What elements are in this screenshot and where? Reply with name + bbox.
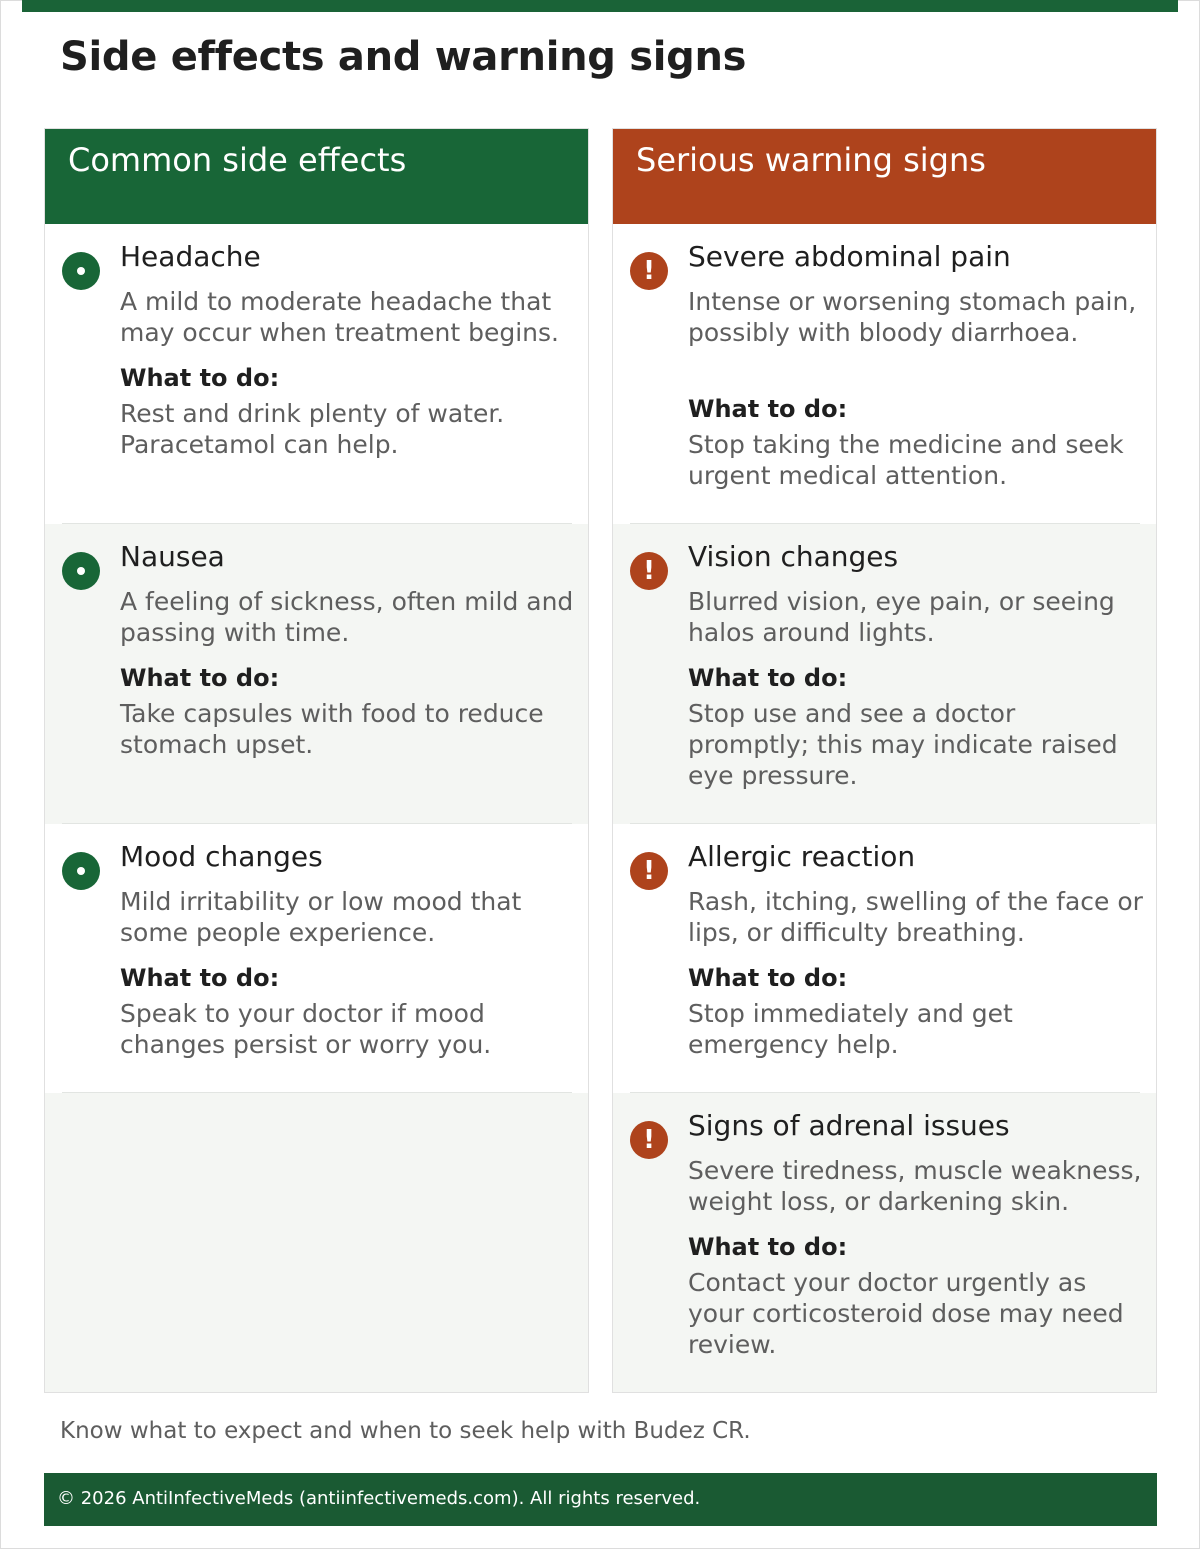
tagline: Know what to expect and when to seek help with Budez CR. (60, 1418, 751, 1444)
exclamation-icon: ! (630, 552, 668, 590)
circle-dot-icon (62, 252, 100, 290)
item-title: Severe abdominal pain (688, 240, 1011, 273)
item-title: Signs of adrenal issues (688, 1109, 1010, 1142)
what-to-do-text: Stop use and see a doctor promptly; this may indicate raised eye pressure. (688, 699, 1118, 790)
what-to-do-label: What to do: (120, 364, 280, 392)
item-title: Headache (120, 240, 261, 273)
what-to-do-label: What to do: (688, 1233, 848, 1261)
top-accent-bar (22, 0, 1178, 12)
item-title: Nausea (120, 540, 225, 573)
serious-warning-signs-panel (612, 128, 1157, 1393)
what-to-do-label: What to do: (688, 395, 848, 423)
what-to-do-label: What to do: (688, 664, 848, 692)
item-title: Vision changes (688, 540, 899, 573)
what-to-do-text: Stop immediately and get emergency help. (688, 999, 1013, 1059)
what-to-do-text: Stop taking the medicine and seek urgent medical attention. (688, 430, 1124, 490)
list-item (613, 1093, 1156, 1392)
list-item (45, 524, 588, 824)
what-to-do-text: Contact your doctor urgently as your corticosteroid dose may need review. (688, 1268, 1124, 1359)
item-description: A mild to moderate headache that may occur when treatment begins. (120, 287, 559, 347)
what-to-do-text: Take capsules with food to reduce stomach upset. (120, 699, 544, 759)
footer-copyright: © 2026 AntiInfectiveMeds (antiinfectivemeds.com). All rights reserved. (44, 1473, 1157, 1526)
list-item (613, 824, 1156, 1092)
exclamation-icon: ! (630, 1121, 668, 1159)
item-description: A feeling of sickness, often mild and passing with time. (120, 587, 574, 647)
empty-filler (45, 1093, 588, 1392)
what-to-do-label: What to do: (120, 664, 280, 692)
common-side-effects-heading: Common side effects (45, 129, 588, 224)
exclamation-icon: ! (630, 252, 668, 290)
page-title: Side effects and warning signs (60, 34, 747, 80)
what-to-do-label: What to do: (120, 964, 280, 992)
list-item (45, 224, 588, 524)
circle-dot-icon (62, 552, 100, 590)
circle-dot-icon (62, 852, 100, 890)
what-to-do-text: Speak to your doctor if mood changes persist or worry you. (120, 999, 492, 1059)
what-to-do-text: Rest and drink plenty of water. Paracetamol can help. (120, 399, 505, 459)
list-item (613, 524, 1156, 824)
item-description: Severe tiredness, muscle weakness, weight loss, or darkening skin. (688, 1156, 1142, 1216)
item-title: Mood changes (120, 840, 323, 873)
list-item (45, 824, 588, 1092)
exclamation-icon: ! (630, 852, 668, 890)
item-description: Blurred vision, eye pain, or seeing halos around lights. (688, 587, 1115, 647)
item-description: Mild irritability or low mood that some people experience. (120, 887, 522, 947)
item-description: Rash, itching, swelling of the face or lips, or difficulty breathing. (688, 887, 1143, 947)
what-to-do-label: What to do: (688, 964, 848, 992)
item-description: Intense or worsening stomach pain, possibly with bloody diarrhoea. (688, 287, 1137, 347)
item-title: Allergic reaction (688, 840, 916, 873)
common-side-effects-panel (44, 128, 589, 1393)
list-item (613, 224, 1156, 524)
serious-warning-signs-heading: Serious warning signs (613, 129, 1156, 224)
